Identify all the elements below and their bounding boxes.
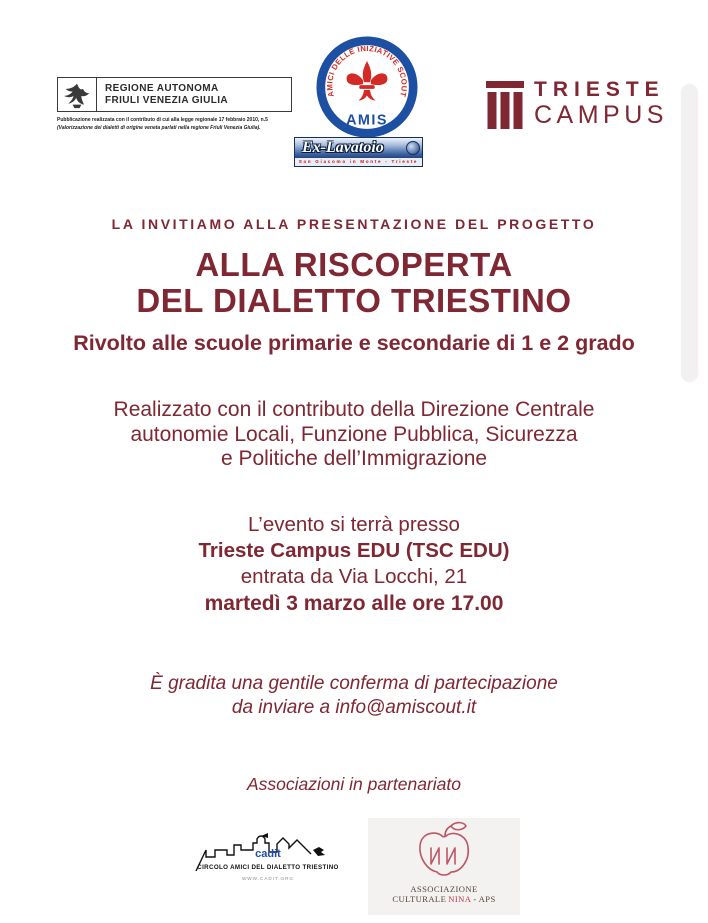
scrollbar-thumb[interactable] [681,84,698,382]
eagle-icon [58,78,97,111]
trieste-campus-wordmark [534,79,668,129]
project-title-line1: ALLA RISCOPERTA [195,246,513,283]
columns-icon [486,81,524,129]
venue-intro: L’evento si terrà presso [248,513,460,536]
funding-line1: Realizzato con il contributo della Direzione Centrale [113,398,595,421]
amis-arc-text: AMICI DELLE INIZIATIVE SCOUT [325,43,409,98]
funding-line2: autonomie Locali, Funzione Pubblica, Sicurezza [130,422,578,446]
fvg-region-name [97,78,291,111]
nina-logo [368,818,520,915]
venue-name: Trieste Campus EDU (TSC EDU) [198,539,510,562]
exlavatoio-logo [294,137,423,167]
exlavatoio-band [295,138,422,158]
trieste-campus-line2: CAMPUS [534,101,668,129]
nina-caption-name: NINA [448,894,472,904]
fvg-note-line2: (Valorizzazione dei dialetti di origine veneta parlati nella regione Friuli Venezia Giulia). [57,125,261,131]
cadit-url: WWW.CADIT.ORG [241,876,295,881]
nina-caption-suffix: - APS [473,894,496,904]
invitation-kicker: LA INVITIAMO ALLA PRESENTAZIONE DEL PROGETTO [111,216,597,232]
amis-scout-logo [316,36,418,138]
cadit-logo [193,830,345,888]
cadit-subtitle: CIRCOLO AMICI DEL DIALETTO TRIESTINO [197,864,339,871]
rsvp-line1: È gradita una gentile conferma di partecipazione [150,673,558,694]
rsvp-note [0,672,708,720]
project-title [0,247,708,319]
partners-heading: Associazioni in partenariato [246,774,461,794]
event-datetime: martedì 3 marzo alle ore 17.00 [204,592,504,615]
fvg-line1: REGIONE AUTONOMA [105,82,219,94]
nina-caption [368,884,520,904]
exlavatoio-name: Ex-Lavatoio [302,139,384,156]
fvg-line2: FRIULI VENEZIA GIULIA [105,94,229,106]
venue-address: entrata da Via Locchi, 21 [240,565,468,588]
venue-block [0,512,708,590]
exlavatoio-subtitle: San Giacomo in Monte - Trieste [295,158,422,166]
fvg-region-logo [57,77,292,112]
fvg-funding-note [57,116,317,132]
fvg-note-line1: Pubblicazione realizzata con il contributo di cui alla legge regionale 17 febbraio 2010, n.5 [57,117,268,123]
audience-subtitle: Rivolto alle scuole primarie e secondarie di 1 e 2 grado [73,331,635,355]
trieste-campus-logo [486,79,668,129]
apple-icon [409,820,479,882]
funding-paragraph [0,398,708,472]
amis-name: AMIS [346,112,388,129]
rsvp-line2: da inviare a info@amiscout.it [231,697,477,718]
funding-line3: e Politiche dell’Immigrazione [220,447,488,470]
globe-emblem-icon [406,141,420,155]
trieste-campus-line1: TRIESTE [534,78,665,101]
cadit-name: cadit [255,848,281,860]
project-title-line2: DEL DIALETTO TRIESTINO [136,282,572,319]
nina-caption-prefix: ASSOCIAZIONE CULTURALE [392,884,478,904]
